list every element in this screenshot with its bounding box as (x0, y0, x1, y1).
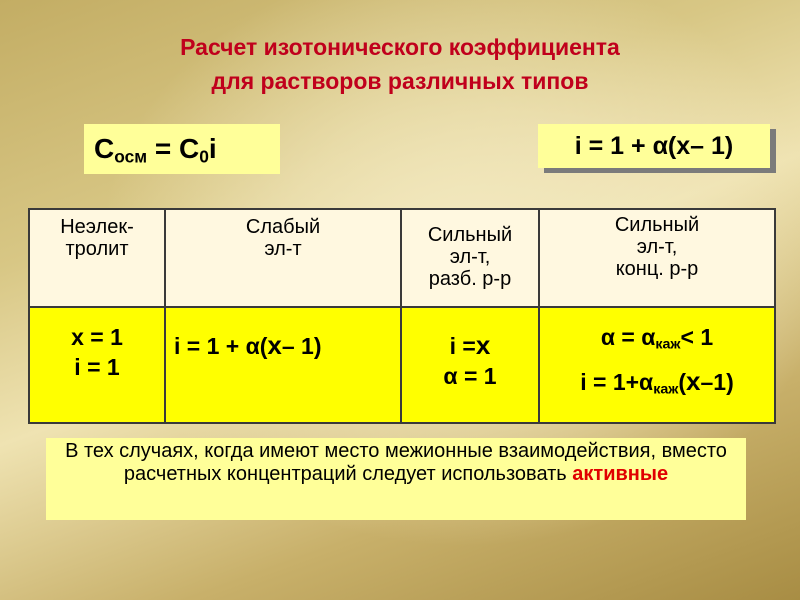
cell-line (540, 322, 774, 360)
header-text: конц. р-р (615, 258, 699, 280)
title-line-2: для растворов различных типов (211, 68, 589, 94)
activity-note (46, 438, 746, 520)
table-header-row (29, 209, 775, 307)
cell-sub: каж (655, 336, 681, 353)
formula-sub-osm: осм (114, 146, 148, 167)
osmotic-concentration-formula (84, 124, 280, 174)
header-text: Неэлек- (60, 216, 134, 238)
cell-line: α = 1 (443, 363, 497, 389)
cell-text: ( (678, 368, 687, 395)
slide-title (0, 30, 800, 98)
header-text: эл-т, (636, 236, 678, 258)
cell-strong-dilute (401, 307, 539, 423)
header-strong-concentrated (539, 209, 775, 307)
cell-line (540, 366, 774, 405)
header-text: Слабый (245, 216, 321, 238)
header-strong-dilute (401, 209, 539, 307)
note-text: В тех случаях, когда имеют место межионные взаимодействия, вместо расчетных концентраций следует использовать (65, 440, 727, 485)
cell-text: i = (449, 333, 476, 359)
header-text: разб. р-р (428, 268, 512, 290)
cell-x: x (267, 330, 282, 360)
cell-text: i = 1 + α( (174, 333, 268, 359)
cell-sub: каж (653, 381, 679, 398)
formula-c: C (94, 133, 115, 164)
cell-text: –1) (700, 368, 734, 395)
table-formula-row (29, 307, 775, 423)
header-text: Сильный (427, 224, 513, 246)
header-text: Сильный (614, 214, 700, 236)
cell-line: i = 1 (74, 354, 120, 380)
header-text: эл-т (264, 238, 302, 260)
cell-line (402, 330, 538, 361)
header-text: эл-т, (449, 246, 491, 268)
cell-line: x = 1 (71, 324, 123, 350)
cell-nonelectrolyte (29, 307, 165, 423)
note-highlight: активные (572, 463, 669, 485)
title-line-1: Расчет изотонического коэффициента (180, 34, 620, 60)
cell-weak-electrolyte (165, 307, 401, 423)
formula-sub-0: 0 (199, 146, 209, 167)
formula-eq: = C (147, 133, 200, 164)
electrolyte-table (28, 208, 776, 424)
header-text: тролит (65, 238, 129, 260)
cell-text: – 1) (281, 333, 322, 359)
cell-text: α = α (600, 324, 656, 350)
cell-line (174, 330, 400, 361)
formula-i: i (208, 133, 217, 164)
cell-strong-concentrated (539, 307, 775, 423)
isotonic-coefficient-formula: i = 1 + α(x– 1) (538, 124, 770, 168)
cell-text: i = 1+α (580, 368, 654, 395)
cell-text: < 1 (680, 324, 714, 350)
header-nonelectrolyte (29, 209, 165, 307)
cell-x: x (686, 365, 701, 396)
cell-x: x (475, 330, 491, 360)
header-weak-electrolyte (165, 209, 401, 307)
